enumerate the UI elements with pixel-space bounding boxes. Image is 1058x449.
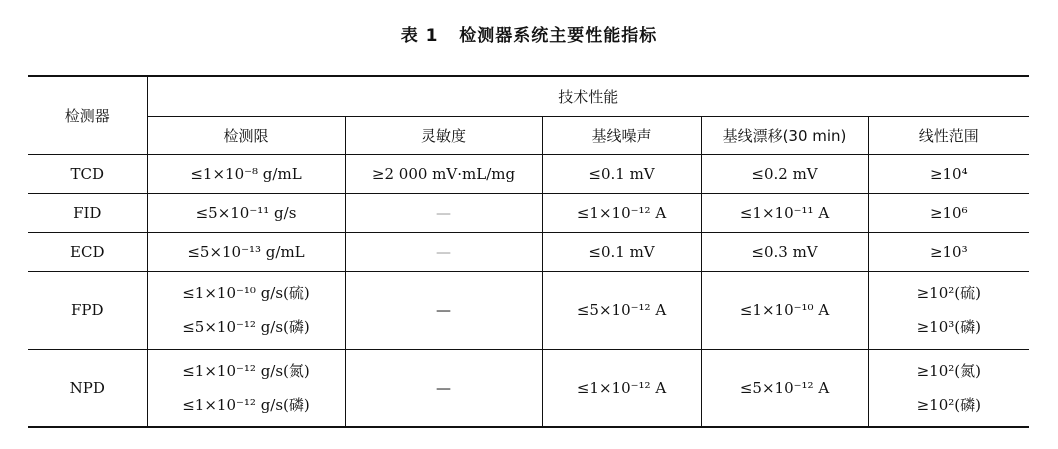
linear-range-cell: ≥10³ [868, 232, 1029, 271]
linear-range-cell: ≥10⁶ [868, 193, 1029, 232]
detector-name: NPD [28, 349, 147, 427]
baseline-drift-cell: ≤5×10⁻¹² A [701, 349, 868, 427]
header-row-2 [28, 116, 1029, 154]
baseline-drift-cell: ≤1×10⁻¹⁰ A [701, 271, 868, 349]
detector-name: TCD [28, 154, 147, 193]
header-detection-limit: 检测限 [147, 116, 345, 154]
detector-name: FPD [28, 271, 147, 349]
header-baseline-drift: 基线漂移(30 min) [701, 116, 868, 154]
baseline-drift-cell: ≤1×10⁻¹¹ A [701, 193, 868, 232]
detection-limit-cell: ≤1×10⁻⁸ g/mL [147, 154, 345, 193]
header-group-performance: 技术性能 [147, 76, 1029, 116]
detection-limit-cell [147, 349, 345, 427]
baseline-noise-cell: ≤5×10⁻¹² A [542, 271, 701, 349]
detection-limit-line: ≤1×10⁻¹² g/s(磷) [182, 395, 310, 414]
sensitivity-cell: — [345, 271, 542, 349]
table-row [28, 154, 1029, 193]
detector-name: FID [28, 193, 147, 232]
detection-limit-line: ≤5×10⁻¹² g/s(磷) [182, 318, 310, 336]
linear-range-line: ≥10²(磷) [916, 395, 981, 414]
table-caption: 表 1 检测器系统主要性能指标 [400, 26, 658, 46]
baseline-drift-cell: ≤0.3 mV [701, 232, 868, 271]
table-row [28, 349, 1029, 427]
baseline-noise-cell: ≤0.1 mV [542, 232, 701, 271]
linear-range-cell: ≥10⁴ [868, 154, 1029, 193]
header-sensitivity: 灵敏度 [345, 116, 542, 154]
detection-limit-cell: ≤5×10⁻¹³ g/mL [147, 232, 345, 271]
detector-performance-table [28, 75, 1029, 428]
table-row [28, 271, 1029, 349]
sensitivity-cell: — [345, 232, 542, 271]
linear-range-cell [868, 349, 1029, 427]
detection-limit-cell [147, 271, 345, 349]
linear-range-line: ≥10²(氮) [916, 361, 981, 380]
sensitivity-cell: ≥2 000 mV·mL/mg [345, 154, 542, 193]
header-baseline-noise: 基线噪声 [542, 116, 701, 154]
linear-range-line: ≥10²(硫) [916, 284, 981, 302]
detection-limit-cell: ≤5×10⁻¹¹ g/s [147, 193, 345, 232]
header-row-1 [28, 76, 1029, 116]
baseline-noise-cell: ≤1×10⁻¹² A [542, 349, 701, 427]
detection-limit-line: ≤1×10⁻¹⁰ g/s(硫) [182, 284, 310, 302]
sensitivity-cell: — [345, 193, 542, 232]
detection-limit-line: ≤1×10⁻¹² g/s(氮) [182, 361, 310, 380]
table-row [28, 232, 1029, 271]
header-linear-range: 线性范围 [868, 116, 1029, 154]
table-row [28, 193, 1029, 232]
baseline-drift-cell: ≤0.2 mV [701, 154, 868, 193]
header-detector: 检测器 [28, 76, 147, 154]
detector-name: ECD [28, 232, 147, 271]
linear-range-line: ≥10³(磷) [916, 318, 981, 336]
baseline-noise-cell: ≤1×10⁻¹² A [542, 193, 701, 232]
sensitivity-cell: — [345, 349, 542, 427]
linear-range-cell [868, 271, 1029, 349]
baseline-noise-cell: ≤0.1 mV [542, 154, 701, 193]
